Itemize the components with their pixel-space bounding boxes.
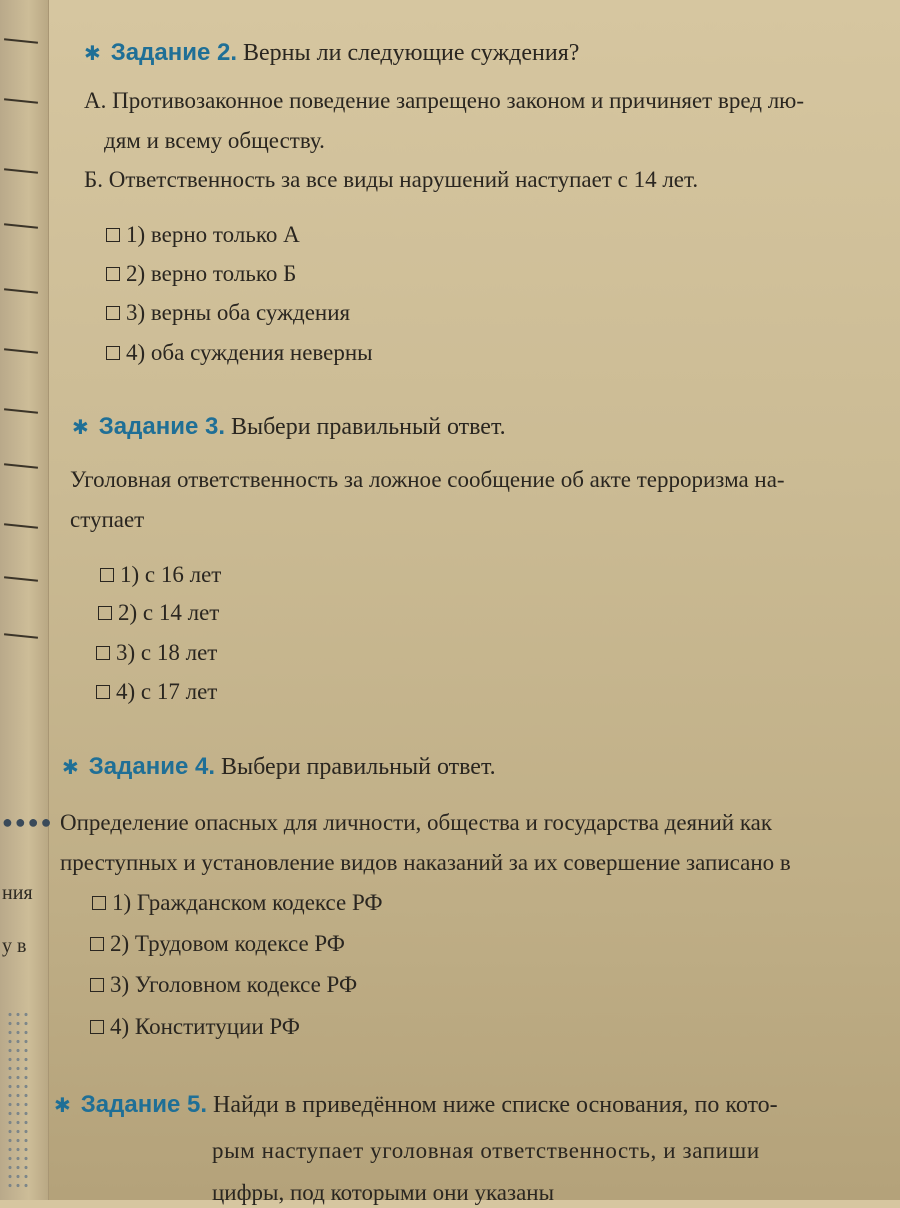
star-icon: ✱ xyxy=(62,755,79,779)
margin-dots: ●●●● xyxy=(2,812,54,832)
answer-option[interactable] xyxy=(90,970,357,1000)
task-2-header xyxy=(84,38,579,68)
statement-line: А. Противозаконное поведение запрещено законом и причиняет вред лю- xyxy=(84,88,805,113)
answer-option[interactable] xyxy=(90,1012,300,1042)
answer-option[interactable] xyxy=(106,259,296,289)
option-label: 1) верно только А xyxy=(126,222,300,247)
option-label: 3) с 18 лет xyxy=(116,640,218,665)
statement-line: ступает xyxy=(70,507,145,532)
statement-line: преступных и установление видов наказаний за их совершение записано в xyxy=(60,850,791,875)
checkbox[interactable] xyxy=(106,228,120,242)
margin-fragment-1: ния xyxy=(2,882,33,904)
statement-line: рым наступает уголовная ответственность, и запиши xyxy=(212,1138,760,1163)
option-label: 4) с 17 лет xyxy=(116,679,218,704)
option-label: 3) верны оба суждения xyxy=(126,300,351,325)
option-label: 3) Уголовном кодексе РФ xyxy=(110,972,358,997)
answer-option[interactable] xyxy=(106,298,350,328)
option-label: 4) оба суждения неверны xyxy=(126,340,373,365)
task-question: Выбери правильный ответ. xyxy=(231,414,506,440)
answer-option[interactable] xyxy=(96,677,217,707)
option-label: 2) верно только Б xyxy=(126,261,297,286)
task-label: Задание 4. xyxy=(88,753,216,780)
answer-option[interactable] xyxy=(100,560,221,590)
checkbox[interactable] xyxy=(90,978,104,992)
task-question: Верны ли следующие суждения? xyxy=(243,40,580,66)
statement-line: цифры, под которыми они указаны xyxy=(212,1180,555,1205)
statement-line: Б. Ответственность за все виды нарушений наступает с 14 лет. xyxy=(84,167,699,192)
answer-option[interactable] xyxy=(106,338,373,368)
checkbox[interactable] xyxy=(100,568,114,582)
checkbox[interactable] xyxy=(106,346,120,360)
answer-option[interactable] xyxy=(92,888,383,918)
option-label: 1) с 16 лет xyxy=(120,562,222,587)
checkbox[interactable] xyxy=(106,267,120,281)
checkbox[interactable] xyxy=(90,937,104,951)
option-label: 4) Конституции РФ xyxy=(110,1014,300,1039)
option-label: 2) с 14 лет xyxy=(118,600,220,625)
task-label: Задание 3. xyxy=(98,413,226,440)
statement-line: Определение опасных для личности, общества и государства деяний как xyxy=(60,810,773,835)
task-4-header xyxy=(62,752,496,782)
checkbox[interactable] xyxy=(106,306,120,320)
checkbox[interactable] xyxy=(98,606,112,620)
star-icon: ✱ xyxy=(84,41,101,65)
task-label: Задание 5. xyxy=(80,1091,208,1118)
option-label: 2) Трудовом кодексе РФ xyxy=(110,931,345,956)
answer-option[interactable] xyxy=(96,638,217,668)
statement-line: дям и всему обществу. xyxy=(104,128,325,153)
checkbox[interactable] xyxy=(92,896,106,910)
answer-option[interactable] xyxy=(106,220,300,250)
answer-option[interactable] xyxy=(98,598,219,628)
task-question: Найди в приведённом ниже списке основания, по кото- xyxy=(213,1092,778,1118)
task-label: Задание 2. xyxy=(110,39,238,66)
checkbox[interactable] xyxy=(96,685,110,699)
checkbox[interactable] xyxy=(96,646,110,660)
task-3-header xyxy=(72,412,506,442)
star-icon: ✱ xyxy=(54,1093,71,1117)
option-label: 1) Гражданском кодексе РФ xyxy=(112,890,383,915)
star-icon: ✱ xyxy=(72,415,89,439)
statement-line: Уголовная ответственность за ложное сообщение об акте терроризма на- xyxy=(70,467,785,492)
checkbox[interactable] xyxy=(90,1020,104,1034)
task-5-header xyxy=(54,1090,778,1120)
answer-option[interactable] xyxy=(90,929,345,959)
margin-fragment-2: у в xyxy=(2,935,27,957)
task-question: Выбери правильный ответ. xyxy=(221,754,496,780)
